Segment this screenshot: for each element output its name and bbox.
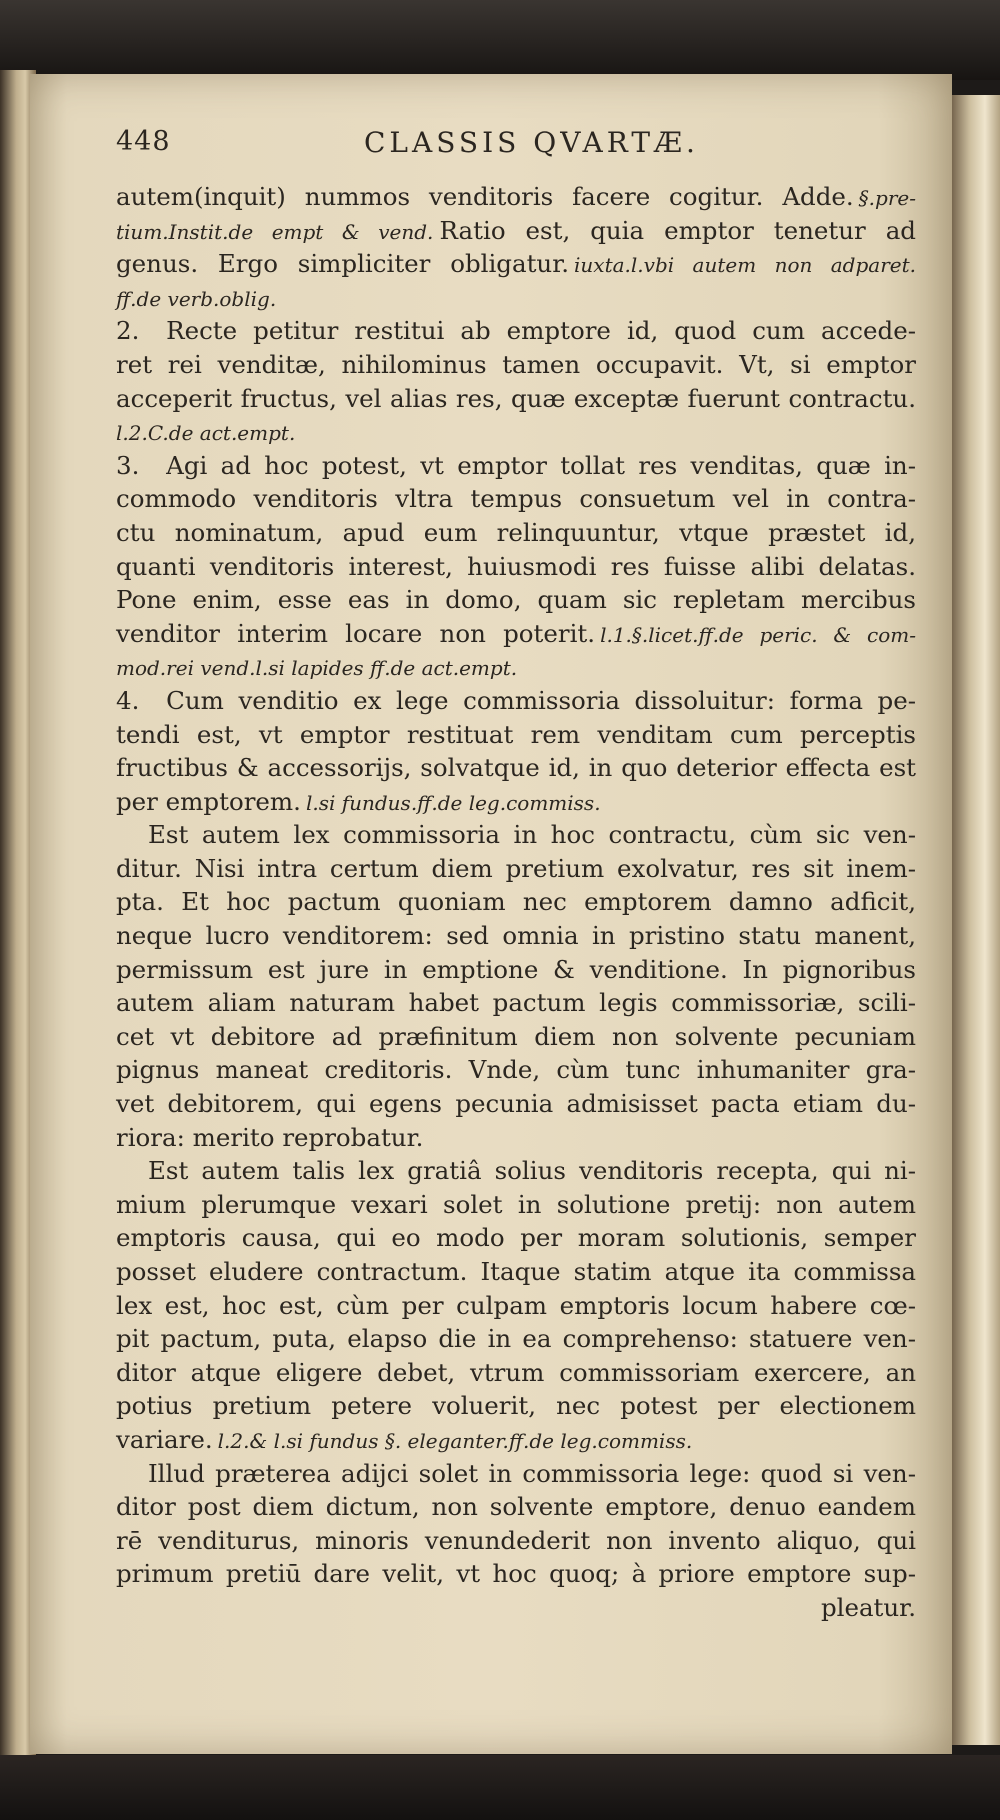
text-line [116,1524,916,1558]
line-text: neque lucro venditorem: sed omnia in pristino statu manent, [116,921,916,951]
legal-citation: iuxta.l.vbi autem non adparet. [574,253,917,278]
text-line [116,751,916,785]
text-line [116,650,916,684]
line-text: Illud præterea adijci solet in commissoria lege: quod si ven- [148,1458,916,1488]
line-text: autem(inquit) nummos venditoris facere cogitur. Adde. [116,182,854,211]
line-text: cet vt debitore ad præfinitum diem non solvente pecuniam [116,1021,916,1051]
text-line [116,1087,916,1121]
legal-citation: tium.Instit.de empt & vend. [116,219,434,244]
paragraph-number: 4. [116,685,140,715]
text-line [116,382,916,416]
text-line [116,1154,916,1188]
line-text: posset eludere contractum. Itaque statim atque ita commissa [116,1257,916,1286]
text-line [116,348,916,382]
text-line [116,1322,916,1356]
text-line [116,818,916,852]
line-text: mium plerumque vexari solet in solutione pretij: non autem [116,1189,916,1219]
line-text: ditor post diem dictum, non solvente emptore, denuo eandem [116,1492,916,1522]
text-line [116,1053,916,1087]
body-text [116,180,916,1625]
line-text: pignus maneat creditoris. Vnde, cùm tunc inhumaniter gra- [116,1055,916,1085]
text-line [116,684,916,718]
line-text: autem aliam naturam habet pactum legis commissoriæ, scili- [116,988,916,1018]
paragraph-number: 2. [116,316,140,346]
text-line [116,516,916,550]
text-line [116,718,916,752]
running-title: CLASSIS QVARTÆ. [364,126,699,159]
text-line [116,852,916,886]
text-line [116,617,916,651]
text-line [116,1423,916,1457]
line-text: Est autem lex commissoria in hoc contractu, cùm sic ven- [148,820,916,850]
line-text: ditur. Nisi intra certum diem pretium exolvatur, res sit inem- [116,853,916,883]
text-line [116,1289,916,1323]
line-text: commodo venditoris vltra tempus consuetum vel in contra- [116,484,916,514]
text-line [116,1457,916,1491]
page-edges [950,95,1000,1745]
text-line [116,449,916,483]
scan-background-top [0,0,1000,80]
scan-background-bottom [0,1755,1000,1820]
line-text: venditor interim locare non poterit. [116,618,596,648]
text-line [116,314,916,348]
line-text: quanti venditoris interest, huiusmodi res fuisse alibi delatas. [116,551,916,581]
line-text: primum pretiū dare velit, vt hoc quoq; à priore emptore sup- [116,1559,916,1589]
text-line [116,214,916,248]
text-line [116,1490,916,1524]
text-line [116,1356,916,1390]
line-text: Ratio est, quia emptor tenetur ad [439,215,916,245]
line-text: Agi ad hoc potest, vt emptor tollat res venditas, quæ in- [166,450,916,480]
line-text: ditor atque eligere debet, vtrum commissoriam exercere, an [116,1357,916,1387]
line-text: pit pactum, puta, elapso die in ea comprehenso: statuere ven- [116,1324,916,1354]
text-line [116,482,916,516]
text-line [116,1221,916,1255]
text-line [116,785,916,819]
text-line [116,885,916,919]
text-line [116,247,916,281]
line-text: riora: merito reprobatur. [116,1122,424,1152]
line-text: ctu nominatum, apud eum relinquuntur, vtque præstet id, [116,517,916,547]
paragraph-number: 3. [116,450,140,480]
text-line [116,1557,916,1591]
line-text: emptoris causa, qui eo modo per moram solutionis, semper [116,1223,916,1253]
text-line [116,919,916,953]
line-text: pleatur. [820,1592,916,1622]
text-line [116,986,916,1020]
line-text: permissum est jure in emptione & venditione. In pignoribus [116,954,916,984]
text-line [116,180,916,214]
text-line [116,1188,916,1222]
legal-citation: l.2.& l.si fundus §. eleganter.ff.de leg.commiss. [217,1428,693,1453]
page-header [116,126,916,180]
legal-citation: l.2.C.de act.empt. [116,421,296,446]
text-line [116,1255,916,1289]
page-number: 448 [116,126,171,157]
text-line [116,1389,916,1423]
line-text: lex est, hoc est, cùm per culpam emptoris locum habere cœ- [116,1290,916,1320]
line-text: Est autem talis lex gratiâ solius venditoris recepta, qui ni- [148,1156,916,1186]
text-line [116,583,916,617]
line-text: pta. Et hoc pactum quoniam nec emptorem damno adficit, [116,887,916,917]
line-text: vet debitorem, qui egens pecunia admisisset pacta etiam du- [116,1089,916,1119]
line-text: Cum venditio ex lege commissoria dissoluitur: forma pe- [166,685,916,715]
line-text: Recte petitur restitui ab emptore id, quod cum accede- [166,316,916,346]
legal-citation: l.si fundus.ff.de leg.commiss. [305,790,601,815]
line-text: ret rei venditæ, nihilominus tamen occupavit. Vt, si emptor [116,349,916,379]
line-text: Pone enim, esse eas in domo, quam sic repletam mercibus [116,585,916,615]
text-line [116,281,916,315]
line-text: genus. Ergo simpliciter obligatur. [116,249,570,279]
legal-citation: mod.rei vend.l.si lapides ff.de act.empt. [116,656,518,681]
line-text: fructibus & accessorijs, solvatque id, in quo deterior effecta est [116,753,916,783]
text-line [116,415,916,449]
line-text: potius pretium petere voluerit, nec potest per electionem [116,1391,916,1421]
text-line [116,1591,916,1625]
line-text: rē venditurus, minoris venundederit non invento aliquo, qui [116,1525,916,1555]
legal-citation: l.1.§.licet.ff.de peric. & com- [600,622,917,647]
text-line [116,1020,916,1054]
line-text: tendi est, vt emptor restituat rem venditam cum perceptis [116,719,916,749]
legal-citation: ff.de verb.oblig. [116,286,277,311]
line-text: acceperit fructus, vel alias res, quæ exceptæ fuerunt contractu. [116,383,916,413]
text-line [116,550,916,584]
line-text: per emptorem. [116,786,301,816]
text-line [116,1121,916,1155]
line-text: variare. [116,1424,213,1454]
text-line [116,953,916,987]
legal-citation: §.pre- [858,186,916,210]
page-text [116,126,916,1625]
